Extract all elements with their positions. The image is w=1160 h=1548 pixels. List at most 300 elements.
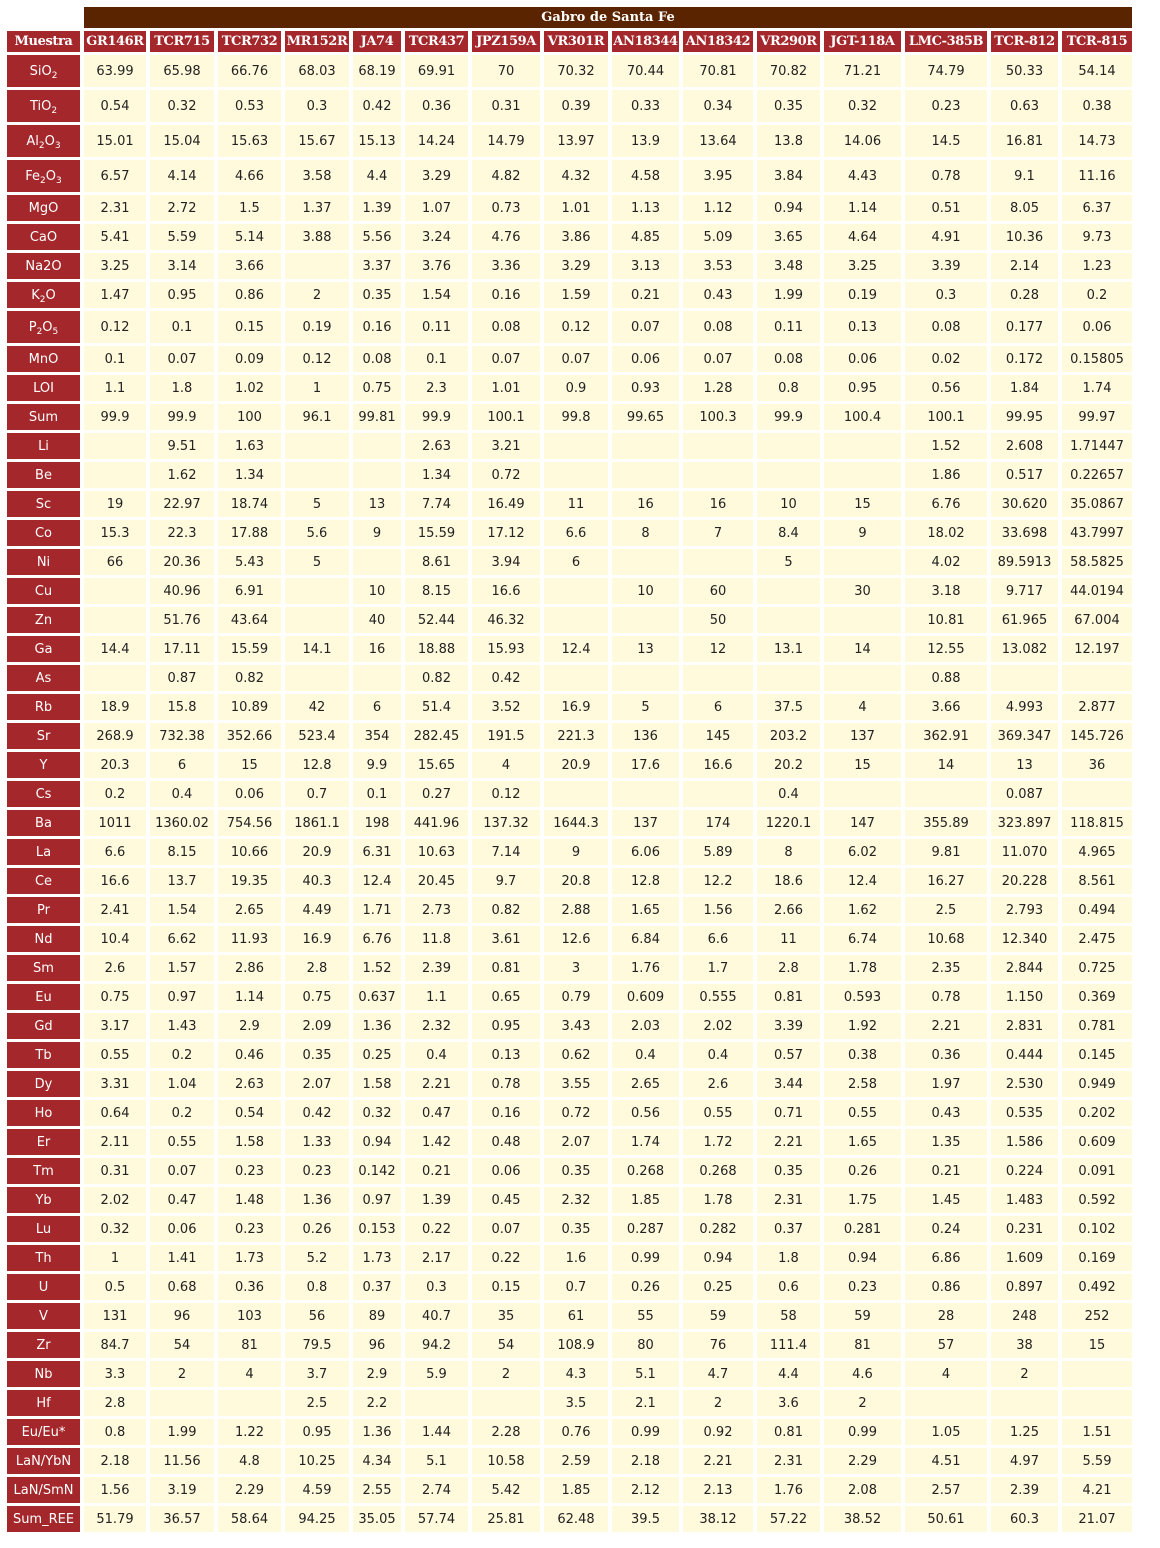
table-cell: 2.32: [544, 1187, 608, 1213]
table-cell: 4.993: [991, 694, 1058, 720]
table-cell: 5.41: [84, 224, 146, 250]
table-cell: 2.530: [991, 1071, 1058, 1097]
table-cell: 57.22: [757, 1506, 820, 1532]
table-cell: 0.087: [991, 781, 1058, 807]
table-cell: 0.55: [824, 1100, 901, 1126]
table-cell: 0.79: [544, 984, 608, 1010]
table-cell: 0.4: [150, 781, 214, 807]
table-row: [7, 1013, 1132, 1039]
table-cell: 12.340: [991, 926, 1058, 952]
label-text: Sr: [36, 728, 51, 744]
table-cell: 5.59: [1062, 1448, 1132, 1474]
table-cell: 3.66: [905, 694, 987, 720]
table-cell: 51.4: [405, 694, 468, 720]
table-cell: 0.22: [405, 1216, 468, 1242]
table-cell: 99.9: [757, 404, 820, 430]
row-label: [7, 282, 80, 308]
table-cell: 33.698: [991, 520, 1058, 546]
table-cell: 2.12: [612, 1477, 679, 1503]
table-cell: 3.29: [544, 253, 608, 279]
table-cell: 14: [905, 752, 987, 778]
table-cell: 2.39: [991, 1477, 1058, 1503]
table-cell: 9.9: [353, 752, 401, 778]
table-cell: 5.42: [472, 1477, 540, 1503]
table-cell: [1062, 1390, 1132, 1416]
table-cell: 1.07: [405, 195, 468, 221]
label-subscript: 2: [51, 70, 58, 81]
table-cell: 10.81: [905, 607, 987, 633]
sample-header-row: [7, 31, 1132, 52]
row-label: [7, 723, 80, 749]
table-cell: 2.17: [405, 1245, 468, 1271]
row-label: [7, 462, 80, 488]
table-cell: 3.39: [757, 1013, 820, 1039]
table-cell: [683, 781, 753, 807]
table-cell: 0.4: [683, 1042, 753, 1068]
label-text: Ga: [34, 641, 53, 657]
table-cell: 13.97: [544, 125, 608, 157]
table-cell: 0.4: [757, 781, 820, 807]
table-cell: 0.12: [544, 311, 608, 343]
table-cell: 16.9: [285, 926, 349, 952]
table-cell: 2.63: [405, 433, 468, 459]
table-cell: 0.46: [218, 1042, 281, 1068]
table-cell: 0.1: [353, 781, 401, 807]
table-cell: 5: [757, 549, 820, 575]
table-cell: 1: [84, 1245, 146, 1271]
table-cell: 1.56: [84, 1477, 146, 1503]
table-cell: 2.14: [991, 253, 1058, 279]
table-cell: 0.555: [683, 984, 753, 1010]
table-cell: 0.25: [683, 1274, 753, 1300]
table-cell: 38: [991, 1332, 1058, 1358]
table-cell: 16.27: [905, 868, 987, 894]
table-cell: 5.9: [405, 1361, 468, 1387]
table-cell: 16.9: [544, 694, 608, 720]
table-cell: 136: [612, 723, 679, 749]
table-cell: 1.33: [285, 1129, 349, 1155]
table-cell: 268.9: [84, 723, 146, 749]
table-cell: 2.58: [824, 1071, 901, 1097]
table-cell: 11.93: [218, 926, 281, 952]
table-cell: 1.36: [353, 1013, 401, 1039]
table-row: [7, 723, 1132, 749]
table-cell: 4.8: [218, 1448, 281, 1474]
table-row: [7, 839, 1132, 865]
table-cell: 94.25: [285, 1506, 349, 1532]
table-cell: 6.62: [150, 926, 214, 952]
table-cell: 10.36: [991, 224, 1058, 250]
table-cell: 0.32: [150, 90, 214, 122]
table-cell: 100: [218, 404, 281, 430]
table-cell: 15: [824, 752, 901, 778]
table-cell: 100.1: [472, 404, 540, 430]
table-cell: 0.949: [1062, 1071, 1132, 1097]
table-cell: 13.082: [991, 636, 1058, 662]
table-cell: 58: [757, 1303, 820, 1329]
table-cell: 5: [612, 694, 679, 720]
table-cell: 12.4: [544, 636, 608, 662]
table-cell: 0.78: [472, 1071, 540, 1097]
table-cell: 14.73: [1062, 125, 1132, 157]
sample-header: JGT-118A: [824, 31, 901, 52]
table-cell: 0.95: [472, 1013, 540, 1039]
table-cell: 0.5: [84, 1274, 146, 1300]
table-cell: [285, 253, 349, 279]
table-cell: 3.61: [472, 926, 540, 952]
table-cell: 58.64: [218, 1506, 281, 1532]
table-cell: 0.32: [84, 1216, 146, 1242]
row-label: [7, 868, 80, 894]
table-cell: 0.06: [472, 1158, 540, 1184]
table-cell: 1.92: [824, 1013, 901, 1039]
table-cell: 8: [612, 520, 679, 546]
table-cell: 352.66: [218, 723, 281, 749]
table-cell: 5: [285, 491, 349, 517]
table-cell: [757, 578, 820, 604]
table-cell: 3.13: [612, 253, 679, 279]
table-cell: 12.4: [353, 868, 401, 894]
table-cell: 81: [218, 1332, 281, 1358]
table-cell: 0.97: [353, 1187, 401, 1213]
table-row: [7, 1187, 1132, 1213]
table-cell: 12.4: [824, 868, 901, 894]
table-cell: 0.68: [150, 1274, 214, 1300]
table-cell: 1.76: [757, 1477, 820, 1503]
table-cell: 16.6: [683, 752, 753, 778]
table-cell: 16.49: [472, 491, 540, 517]
table-cell: [824, 781, 901, 807]
row-label: [7, 1245, 80, 1271]
table-cell: 2.65: [218, 897, 281, 923]
table-cell: 0.12: [84, 311, 146, 343]
table-cell: 15.13: [353, 125, 401, 157]
table-cell: 14.24: [405, 125, 468, 157]
table-cell: 3.84: [757, 160, 820, 192]
table-cell: 369.347: [991, 723, 1058, 749]
table-cell: 0.35: [544, 1158, 608, 1184]
sample-header: AN18342: [683, 31, 753, 52]
table-cell: 0.153: [353, 1216, 401, 1242]
table-cell: 1.71447: [1062, 433, 1132, 459]
row-label: [7, 607, 80, 633]
table-cell: 0.08: [905, 311, 987, 343]
table-cell: 118.815: [1062, 810, 1132, 836]
table-cell: 1.02: [218, 375, 281, 401]
table-cell: 70.82: [757, 55, 820, 87]
table-cell: 2.02: [84, 1187, 146, 1213]
table-cell: 3.7: [285, 1361, 349, 1387]
sample-header: VR290R: [757, 31, 820, 52]
table-cell: 0.32: [353, 1100, 401, 1126]
table-cell: 2.11: [84, 1129, 146, 1155]
row-label: [7, 90, 80, 122]
table-cell: 0.535: [991, 1100, 1058, 1126]
table-cell: 17.12: [472, 520, 540, 546]
table-cell: 2.1: [612, 1390, 679, 1416]
table-cell: 3.31: [84, 1071, 146, 1097]
table-cell: 1.150: [991, 984, 1058, 1010]
table-cell: 0.31: [84, 1158, 146, 1184]
table-cell: 3.66: [218, 253, 281, 279]
table-cell: 99.95: [991, 404, 1058, 430]
table-cell: 4: [905, 1361, 987, 1387]
table-cell: 2.41: [84, 897, 146, 923]
table-cell: [824, 607, 901, 633]
table-cell: 0.268: [683, 1158, 753, 1184]
table-cell: [544, 607, 608, 633]
sample-header: TCR437: [405, 31, 468, 52]
table-cell: 70.32: [544, 55, 608, 87]
table-cell: 15.59: [405, 520, 468, 546]
table-cell: 6.6: [544, 520, 608, 546]
table-cell: 1.22: [218, 1419, 281, 1445]
table-cell: 0.9: [544, 375, 608, 401]
table-cell: 4.76: [472, 224, 540, 250]
table-cell: 2.6: [84, 955, 146, 981]
table-cell: 2.59: [544, 1448, 608, 1474]
table-cell: 0.36: [905, 1042, 987, 1068]
table-row: [7, 810, 1132, 836]
table-cell: 0.51: [905, 195, 987, 221]
table-cell: 4.965: [1062, 839, 1132, 865]
table-cell: [612, 781, 679, 807]
label-text: Yb: [35, 1192, 52, 1208]
table-cell: 2.608: [991, 433, 1058, 459]
table-cell: 35: [472, 1303, 540, 1329]
table-cell: 14.1: [285, 636, 349, 662]
table-cell: 0.19: [285, 311, 349, 343]
table-cell: 2.02: [683, 1013, 753, 1039]
table-cell: 2.844: [991, 955, 1058, 981]
geochemistry-table: [3, 4, 1136, 1535]
table-cell: 2.28: [472, 1419, 540, 1445]
label-text: LOI: [33, 380, 54, 396]
table-cell: 1.75: [824, 1187, 901, 1213]
table-cell: 1.609: [991, 1245, 1058, 1271]
table-cell: [353, 433, 401, 459]
table-cell: [84, 433, 146, 459]
table-row: [7, 1129, 1132, 1155]
table-cell: 9.7: [472, 868, 540, 894]
table-row: [7, 926, 1132, 952]
table-cell: 8.4: [757, 520, 820, 546]
table-cell: 11.56: [150, 1448, 214, 1474]
table-cell: 80: [612, 1332, 679, 1358]
table-cell: 4.66: [218, 160, 281, 192]
table-cell: 16: [683, 491, 753, 517]
table-cell: 0.26: [285, 1216, 349, 1242]
table-cell: 74.79: [905, 55, 987, 87]
table-cell: 1360.02: [150, 810, 214, 836]
table-cell: 43.7997: [1062, 520, 1132, 546]
table-cell: [150, 1390, 214, 1416]
table-cell: 96: [150, 1303, 214, 1329]
table-cell: 1.52: [905, 433, 987, 459]
table-cell: 4: [824, 694, 901, 720]
table-cell: 39.5: [612, 1506, 679, 1532]
table-row: [7, 1245, 1132, 1271]
table-cell: 20.9: [544, 752, 608, 778]
table-cell: 20.45: [405, 868, 468, 894]
table-row: [7, 253, 1132, 279]
table-cell: 1.37: [285, 195, 349, 221]
table-cell: 1.84: [991, 375, 1058, 401]
table-cell: 3.29: [405, 160, 468, 192]
table-cell: 2.65: [612, 1071, 679, 1097]
table-cell: 10: [353, 578, 401, 604]
label-text: Fe: [25, 168, 41, 184]
table-cell: [1062, 665, 1132, 691]
row-label: [7, 311, 80, 343]
table-cell: 0.15805: [1062, 346, 1132, 372]
table-cell: 8.15: [150, 839, 214, 865]
table-cell: 18.02: [905, 520, 987, 546]
table-cell: 2.07: [285, 1071, 349, 1097]
table-cell: 16.6: [472, 578, 540, 604]
table-cell: 20.8: [544, 868, 608, 894]
table-cell: 0.75: [353, 375, 401, 401]
row-label: [7, 665, 80, 691]
table-row: [7, 520, 1132, 546]
label-text: Hf: [36, 1395, 51, 1411]
table-cell: 13.7: [150, 868, 214, 894]
table-cell: 1.85: [612, 1187, 679, 1213]
table-cell: 6.02: [824, 839, 901, 865]
table-cell: 2.72: [150, 195, 214, 221]
table-cell: 108.9: [544, 1332, 608, 1358]
table-cell: 0.94: [353, 1129, 401, 1155]
table-cell: 25.81: [472, 1506, 540, 1532]
table-cell: 18.74: [218, 491, 281, 517]
table-cell: 35.05: [353, 1506, 401, 1532]
table-row: [7, 1477, 1132, 1503]
table-cell: 0.97: [150, 984, 214, 1010]
table-cell: 1.63: [218, 433, 281, 459]
table-cell: 99.97: [1062, 404, 1132, 430]
table-cell: 1.47: [84, 282, 146, 308]
table-cell: 0.27: [405, 781, 468, 807]
table-cell: 0.15: [218, 311, 281, 343]
table-cell: 0.06: [218, 781, 281, 807]
table-cell: 1.05: [905, 1419, 987, 1445]
table-cell: 2.793: [991, 897, 1058, 923]
table-cell: 0.592: [1062, 1187, 1132, 1213]
table-cell: 137: [824, 723, 901, 749]
table-cell: 0.81: [757, 984, 820, 1010]
table-cell: 99.65: [612, 404, 679, 430]
table-cell: 0.12: [285, 346, 349, 372]
table-cell: 2.31: [757, 1187, 820, 1213]
table-cell: 51.76: [150, 607, 214, 633]
table-cell: 0.95: [150, 282, 214, 308]
table-cell: 3.43: [544, 1013, 608, 1039]
table-cell: 8.561: [1062, 868, 1132, 894]
table-cell: 6.74: [824, 926, 901, 952]
table-cell: 4.02: [905, 549, 987, 575]
row-label: [7, 1100, 80, 1126]
table-cell: 2.57: [905, 1477, 987, 1503]
table-cell: 3.21: [472, 433, 540, 459]
table-row: [7, 694, 1132, 720]
table-cell: 15: [1062, 1332, 1132, 1358]
table-cell: 0.282: [683, 1216, 753, 1242]
table-cell: 2: [150, 1361, 214, 1387]
table-cell: 6.31: [353, 839, 401, 865]
table-cell: 15.3: [84, 520, 146, 546]
table-row: [7, 1158, 1132, 1184]
table-cell: 12.2: [683, 868, 753, 894]
table-cell: 4.64: [824, 224, 901, 250]
table-cell: 1.01: [544, 195, 608, 221]
table-cell: 203.2: [757, 723, 820, 749]
table-cell: 0.48: [472, 1129, 540, 1155]
table-cell: 15.67: [285, 125, 349, 157]
table-cell: 15.63: [218, 125, 281, 157]
table-cell: 523.4: [285, 723, 349, 749]
table-cell: 1.42: [405, 1129, 468, 1155]
table-cell: 99.9: [84, 404, 146, 430]
table-cell: 0.64: [84, 1100, 146, 1126]
table-cell: 66.76: [218, 55, 281, 87]
row-label: [7, 1390, 80, 1416]
label-text: Sc: [35, 496, 52, 512]
table-cell: [1062, 781, 1132, 807]
table-cell: 0.81: [757, 1419, 820, 1445]
table-row: [7, 1332, 1132, 1358]
table-cell: [285, 665, 349, 691]
table-cell: 10.68: [905, 926, 987, 952]
table-row: [7, 346, 1132, 372]
table-row: [7, 781, 1132, 807]
table-cell: 4.59: [285, 1477, 349, 1503]
table-cell: 12: [683, 636, 753, 662]
table-cell: 3.5: [544, 1390, 608, 1416]
table-cell: [84, 462, 146, 488]
table-cell: 0.13: [472, 1042, 540, 1068]
table-cell: 3.76: [405, 253, 468, 279]
table-cell: 5.56: [353, 224, 401, 250]
label-text: Sm: [33, 960, 54, 976]
label-text: Th: [35, 1250, 52, 1266]
table-cell: 9: [353, 520, 401, 546]
table-cell: 9.73: [1062, 224, 1132, 250]
table-cell: 2.39: [405, 955, 468, 981]
table-cell: 40.7: [405, 1303, 468, 1329]
table-cell: 4.32: [544, 160, 608, 192]
table-cell: 754.56: [218, 810, 281, 836]
table-cell: 0.24: [905, 1216, 987, 1242]
table-cell: 36.57: [150, 1506, 214, 1532]
table-cell: 282.45: [405, 723, 468, 749]
table-cell: 52.44: [405, 607, 468, 633]
table-cell: 11.8: [405, 926, 468, 952]
table-cell: 1.04: [150, 1071, 214, 1097]
sample-header: TCR732: [218, 31, 281, 52]
table-cell: 4: [218, 1361, 281, 1387]
table-cell: 20.228: [991, 868, 1058, 894]
table-cell: 111.4: [757, 1332, 820, 1358]
table-cell: 4.51: [905, 1448, 987, 1474]
table-row: [7, 433, 1132, 459]
table-cell: 0.281: [824, 1216, 901, 1242]
table-cell: [757, 462, 820, 488]
table-cell: 2: [683, 1390, 753, 1416]
table-cell: 2.831: [991, 1013, 1058, 1039]
table-cell: 0.7: [544, 1274, 608, 1300]
table-row: [7, 1419, 1132, 1445]
table-cell: 2.13: [683, 1477, 753, 1503]
